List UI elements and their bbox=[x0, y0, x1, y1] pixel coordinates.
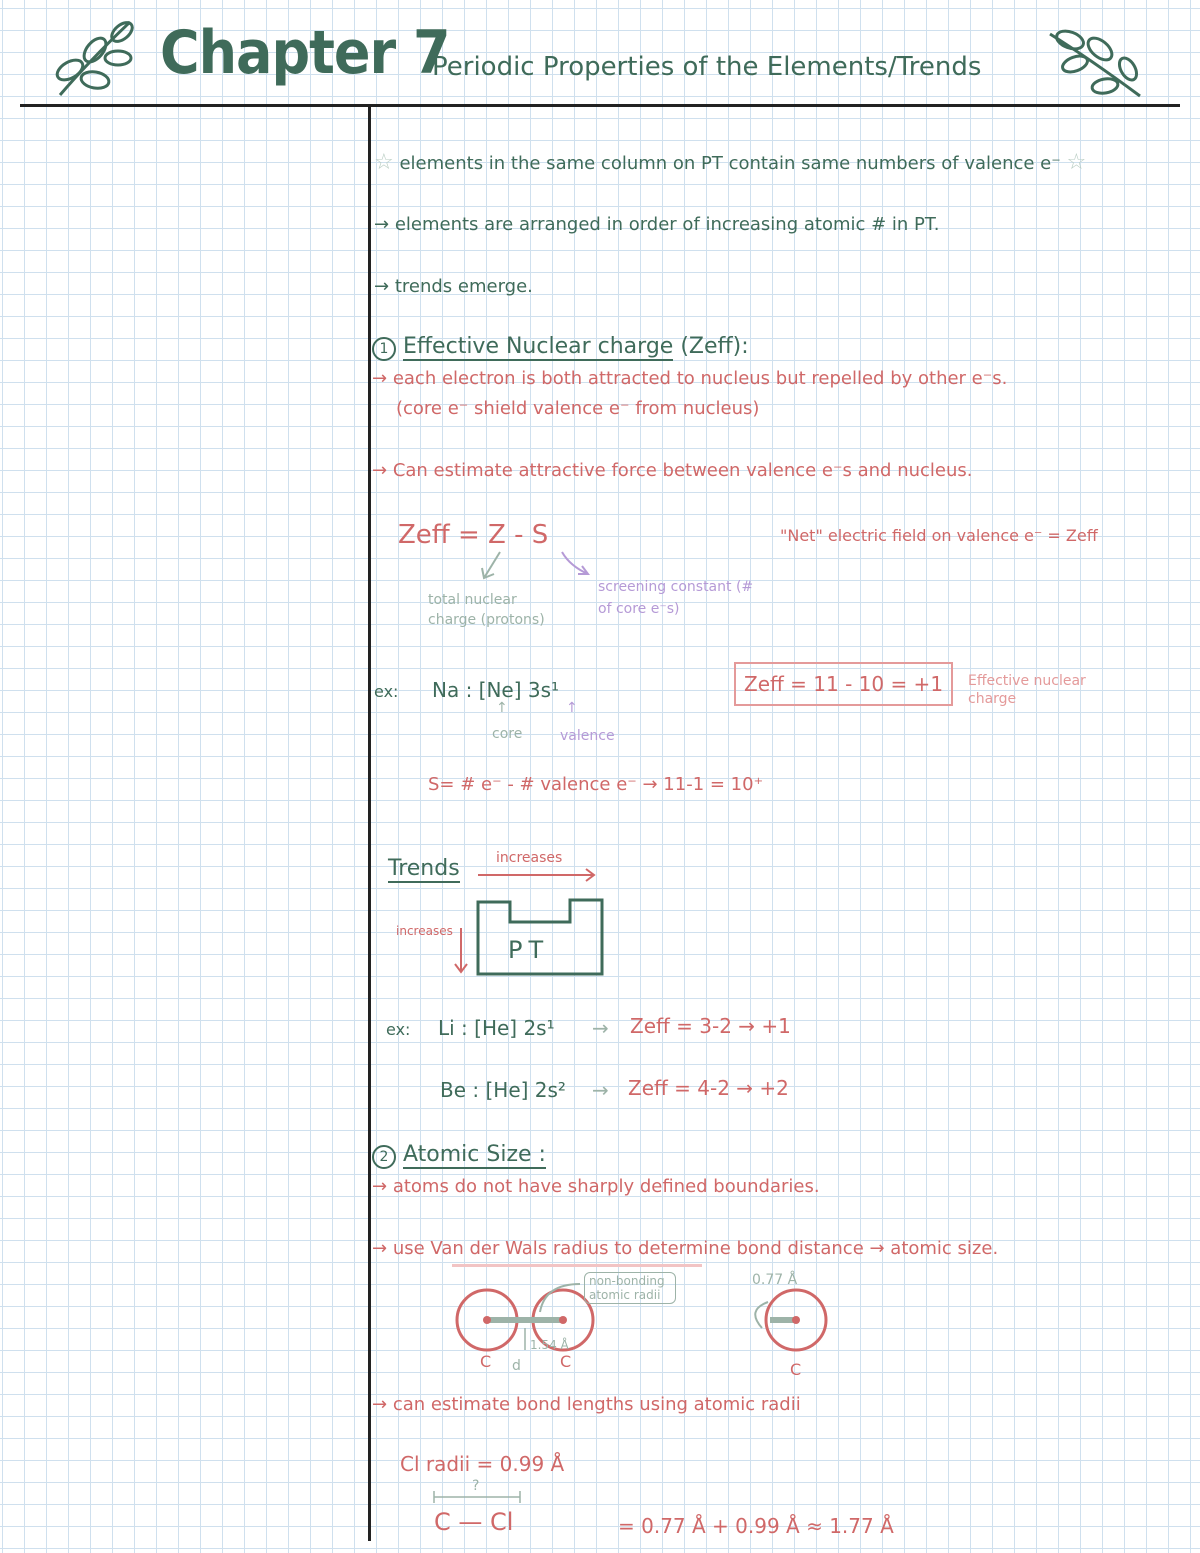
arrow-icon: → bbox=[592, 1016, 609, 1040]
li-config: Li : [He] 2s¹ bbox=[438, 1016, 555, 1040]
up-arrow-icon: ↑ bbox=[496, 700, 508, 716]
intro-arrow-line-2 bbox=[374, 276, 533, 297]
increases-side-label: increases bbox=[396, 924, 453, 938]
be-zeff: Zeff = 4-2 → +2 bbox=[628, 1076, 789, 1100]
right-leaf-doodle-icon bbox=[1040, 14, 1150, 106]
core-label: core bbox=[492, 726, 523, 742]
arrow-icon: → bbox=[592, 1078, 609, 1102]
star-note-text: elements in the same column on PT contain same numbers of valence e⁻ bbox=[399, 153, 1061, 174]
formula-arrows bbox=[470, 548, 600, 588]
arrow-icon: → bbox=[372, 368, 388, 389]
arrow-icon: → bbox=[374, 276, 390, 297]
example-label-1: ex: bbox=[374, 682, 399, 701]
arrow-icon: → bbox=[372, 1176, 388, 1197]
section2-line2-text: use Van der Wals radius to determine bond distance → atomic size. bbox=[392, 1238, 999, 1259]
arrow-icon: → bbox=[372, 1394, 388, 1415]
section2-line3-text: can estimate bond lengths using atomic radii bbox=[392, 1394, 801, 1415]
zeff-formula: Zeff = Z - S bbox=[398, 520, 549, 550]
section1-line2: (core e⁻ shield valence e⁻ from nucleus) bbox=[396, 398, 760, 419]
right-arrow-icon bbox=[476, 866, 600, 884]
vdw-highlight bbox=[452, 1264, 702, 1267]
section1-title-suffix: (Zeff): bbox=[680, 334, 749, 359]
valence-label: valence bbox=[560, 728, 615, 744]
arrow-icon: → bbox=[374, 214, 390, 235]
arrow-icon: → bbox=[372, 460, 388, 481]
pt-label: PT bbox=[508, 936, 550, 964]
example-label-2: ex: bbox=[386, 1020, 411, 1039]
section2-number: 2 bbox=[372, 1145, 396, 1169]
trends-title: Trends bbox=[388, 856, 460, 881]
nonbonding-label: non-bonding atomic radii bbox=[584, 1272, 676, 1304]
star-note-line bbox=[374, 150, 1086, 175]
carbon-label-3: C bbox=[790, 1360, 802, 1379]
z-label: total nuclear charge (protons) bbox=[428, 592, 545, 628]
increases-top-label: increases bbox=[496, 850, 563, 866]
chapter-subtitle: Periodic Properties of the Elements/Trends bbox=[432, 52, 982, 82]
question-mark: ? bbox=[472, 1478, 480, 1494]
arrow-icon: → bbox=[372, 1238, 388, 1259]
net-field-note: "Net" electric field on valence e⁻ = Zeff bbox=[780, 526, 1098, 545]
li-zeff: Zeff = 3-2 → +1 bbox=[630, 1014, 791, 1038]
section1-line3-text: Can estimate attractive force between valence e⁻s and nucleus. bbox=[392, 460, 973, 481]
section1-heading bbox=[372, 334, 749, 361]
carbon-label-1: C bbox=[480, 1352, 492, 1371]
s-equation: S= # e⁻ - # valence e⁻ → 11-1 = 10⁺ bbox=[428, 774, 764, 795]
cl-radii: Cl radii = 0.99 Å bbox=[400, 1452, 565, 1476]
c-cl-bond: C — Cl bbox=[434, 1508, 514, 1536]
na-config: Na : [Ne] 3s¹ bbox=[432, 678, 560, 702]
chapter-title: Chapter 7 bbox=[160, 18, 450, 88]
radius-label: 0.77 Å bbox=[752, 1272, 798, 1288]
section2-line1-text: atoms do not have sharply defined boundaries. bbox=[392, 1176, 820, 1197]
margin-rule bbox=[368, 106, 371, 1541]
section2-line1 bbox=[372, 1176, 820, 1197]
section2-line2 bbox=[372, 1238, 998, 1259]
up-arrow-icon: ↑ bbox=[566, 700, 578, 716]
left-leaf-doodle-icon bbox=[40, 10, 140, 105]
star-icon: ☆ bbox=[374, 150, 394, 175]
intro-arrow-line-1 bbox=[374, 214, 939, 235]
intro-arrow-text-1: elements are arranged in order of increasing atomic # in PT. bbox=[394, 214, 940, 235]
carbon-label-2: C bbox=[560, 1352, 572, 1371]
intro-arrow-text-2: trends emerge. bbox=[394, 276, 533, 297]
section1-title: Effective Nuclear charge bbox=[403, 334, 674, 359]
section2-title: Atomic Size : bbox=[403, 1142, 546, 1167]
star-icon: ☆ bbox=[1066, 150, 1087, 175]
section1-line1-text: each electron is both attracted to nucleus but repelled by other e⁻s. bbox=[392, 368, 1008, 389]
d-label: d bbox=[512, 1358, 521, 1374]
section1-line3 bbox=[372, 460, 972, 481]
down-arrow-icon bbox=[452, 926, 470, 976]
section1-line1 bbox=[372, 368, 1007, 389]
bond-distance-label: 1.54 Å bbox=[530, 1338, 569, 1352]
section2-line3 bbox=[372, 1394, 801, 1415]
be-config: Be : [He] 2s² bbox=[440, 1078, 566, 1102]
section1-number: 1 bbox=[372, 337, 396, 361]
box-note: Effective nuclear charge bbox=[968, 673, 1086, 707]
bond-length-equation: = 0.77 Å + 0.99 Å ≈ 1.77 Å bbox=[618, 1514, 894, 1538]
bond-length-bracket bbox=[432, 1490, 522, 1504]
section2-heading bbox=[372, 1142, 546, 1169]
s-label: screening constant (# of core e⁻s) bbox=[598, 579, 754, 617]
zeff-example-box: Zeff = 11 - 10 = +1 bbox=[734, 662, 953, 706]
header-rule bbox=[20, 104, 1180, 107]
